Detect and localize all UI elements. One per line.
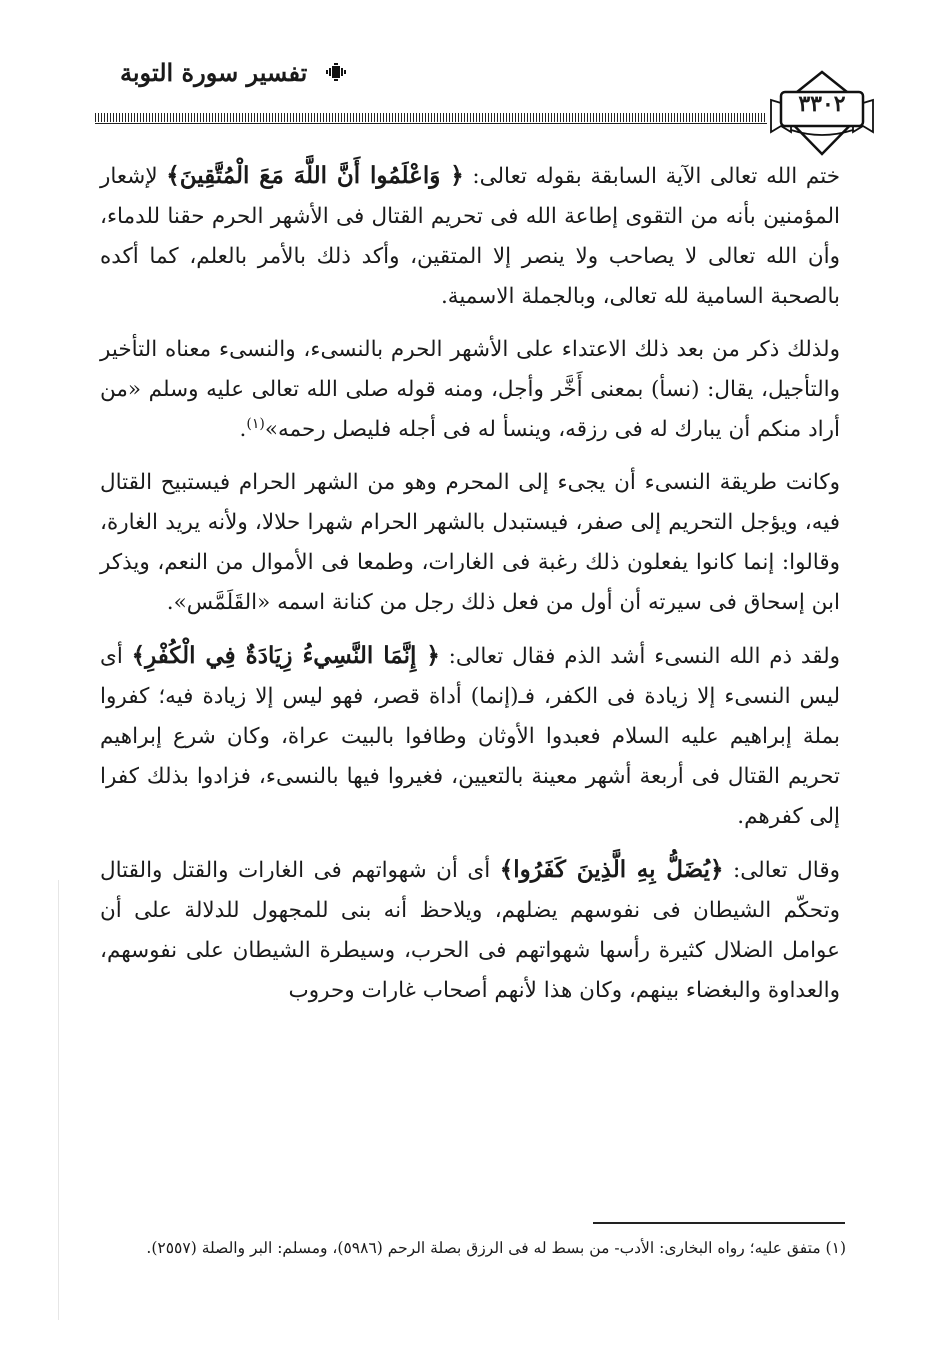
quran-verse: ﴿ وَاعْلَمُوا أَنَّ اللَّهَ مَعَ الْمُتَّقِينَ﴾ — [166, 162, 464, 189]
footnote: (١) متفق عليه؛ رواه البخارى: الأدب- من بسط له فى الرزق بصلة الرحم (٥٩٨٦)، ومسلم: البر والصلة (٢٥٥٧). — [146, 1239, 846, 1257]
paragraph — [100, 850, 840, 1011]
body-text — [100, 156, 840, 1024]
page-number: ٣٣٠٢ — [798, 91, 846, 117]
header-ornament-icon — [326, 63, 346, 81]
margin-line — [58, 880, 59, 1320]
text-run: وقال تعالى: — [723, 858, 841, 883]
quran-verse: ﴿يُضَلُّ بِهِ الَّذِينَ كَفَرُوا﴾ — [499, 856, 724, 883]
text-run: لإشعار المؤمنين بأنه من التقوى إطاعة الله فى تحريم القتال فى الأشهر الحرم حقنا للدماء، وأن الله تعالى لا يصاحب ولا ينصر إلا المتقين، وأكد ذلك بالأمر بالعلم، كما أكده بالصحبة السامية لله تعالى، وبالجملة الاسمية. — [100, 164, 840, 309]
header-dotted-rule — [95, 113, 767, 122]
quran-verse: ﴿ إِنَّمَا النَّسِيءُ زِيَادَةٌ فِي الْكُفْرِ﴾ — [131, 642, 440, 669]
text-run: وكانت طريقة النسىء أن يجىء إلى المحرم وهو من الشهر الحرام فيستبيح القتال فيه، ويؤجل التحريم إلى صفر، فيستبدل بالشهر الحرام شهرا حلالا، ولأنه يريد الغارة، وقالوا: إنما كانوا يفعلون ذلك رغبة فى الغارات، وطمعا فى الأموال من النعم، ويذكر ابن إسحاق فى سيرته أن أول من فعل ذلك رجل من كنانة اسمه «القَلَمَّس». — [100, 470, 840, 615]
footnote-separator — [593, 1222, 845, 1224]
text-run: ختم الله تعالى الآية السابقة بقوله تعالى: — [463, 164, 840, 189]
text-run: ولذلك ذكر من بعد ذلك الاعتداء على الأشهر الحرم بالنسىء، والنسىء معناه التأخير والتأجيل، يقال: (نسأ) بمعنى أَخَّر وأجل، ومنه قوله صلى الله تعالى عليه وسلم «من أراد منكم أن يبارك له فى رزقه، وينسأ له فى أجله فليصل رحمه» — [100, 337, 840, 442]
text-run: . — [239, 417, 247, 442]
running-header-title: تفسير سورة التوبة — [120, 58, 308, 87]
text-run: أى ليس النسىء إلا زيادة فى الكفر، فـ(إنما) أداة قصر، فهو ليس إلا زيادة فيه؛ كفروا بملة إبراهيم عليه السلام فعبدوا الأوثان وطافوا بالبيت عراة، وكان شرع إبراهيم تحريم القتال فى أربعة أشهر معينة بالتعيين، فغيروا فيها بالنسىء، فزادوا بذلك كفرا إلى كفرهم. — [100, 644, 840, 829]
paragraph — [100, 156, 840, 317]
paragraph — [100, 330, 840, 450]
paragraph — [100, 636, 840, 837]
text-run: ولقد ذم الله النسىء أشد الذم فقال تعالى: — [439, 644, 841, 669]
header-rule — [95, 123, 767, 124]
footnote-reference: (١) — [246, 415, 265, 432]
paragraph — [100, 463, 840, 623]
text-run: أى أن شهواتهم فى الغارات والقتل والقتال وتحكّم الشيطان فى نفوسهم يضلهم، ويلاحظ أنه بنى للمجهول للدلالة على أن عوامل الضلال كثيرة رأسها شهواتهم فى الحرب، وسيطرة الشيطان على نفوسهم، والعداوة والبغضاء بينهم، وكان هذا لأنهم أصحاب غارات وحروب — [100, 858, 840, 1003]
